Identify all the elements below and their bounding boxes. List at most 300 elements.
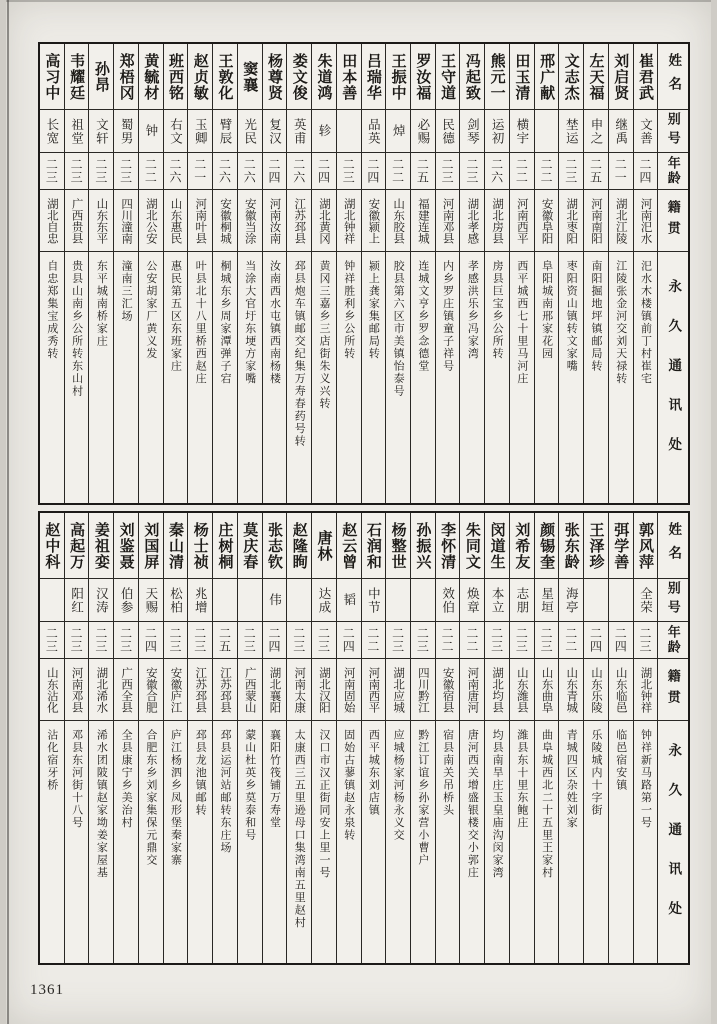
- entry-age: 二三: [634, 622, 658, 659]
- header-age: 年龄: [658, 622, 688, 659]
- directory-entry-column: [164, 513, 189, 963]
- directory-entry-column: [164, 44, 189, 503]
- entry-alias: 复汉: [263, 110, 287, 153]
- entry-native-place: 山东临邑: [609, 659, 633, 721]
- entry-name: 娄文俊: [287, 44, 311, 110]
- entry-age: 二五: [213, 622, 237, 659]
- entry-native-place: 湖北房县: [485, 190, 509, 252]
- entry-age: 二五: [584, 153, 608, 190]
- entry-native-place: 湖北钟祥: [634, 659, 658, 721]
- entry-alias: 汉涛: [89, 579, 113, 622]
- entry-address: 内乡罗庄镇童子祥号: [441, 260, 454, 373]
- entry-name: 王振中: [386, 44, 410, 110]
- entry-address: 孝感洪乐乡冯家湾: [466, 260, 479, 360]
- entry-alias: [287, 579, 311, 622]
- entry-name: 文志杰: [559, 44, 583, 110]
- entry-native-place: 湖北孝感: [460, 190, 484, 252]
- entry-age: 二四: [609, 622, 633, 659]
- entry-native-place: 湖北公安: [139, 190, 163, 252]
- entry-name: 张志钦: [263, 513, 287, 579]
- directory-entry-column: [139, 513, 164, 963]
- scan-edge-top: [6, 0, 711, 2]
- entry-native-place: 湖北均县: [485, 659, 509, 721]
- entry-name: 王泽珍: [584, 513, 608, 579]
- entry-age: 二三: [559, 153, 583, 190]
- entry-name: 弭学善: [609, 513, 633, 579]
- entry-address: 东平城南桥家庄: [95, 260, 108, 348]
- directory-table-upper: [38, 42, 690, 505]
- entry-alias: 星垣: [535, 579, 559, 622]
- entry-name: 杨尊贤: [263, 44, 287, 110]
- entry-name: 高习中: [40, 44, 64, 110]
- entry-name: 熊元一: [485, 44, 509, 110]
- entry-alias: [386, 579, 410, 622]
- header-age: 年龄: [658, 153, 688, 190]
- entry-native-place: 山东潍县: [510, 659, 534, 721]
- entry-address: 沾化宿牙桥: [45, 729, 58, 792]
- entry-age: 二三: [114, 622, 138, 659]
- entry-address: 黄冈三嘉乡三店街朱义兴转: [317, 260, 330, 410]
- entry-native-place: 福建连城: [411, 190, 435, 252]
- entry-name: 颜锡奎: [535, 513, 559, 579]
- entry-address: 襄阳竹筏铺万寿堂: [268, 729, 281, 829]
- entry-alias: 海亭: [559, 579, 583, 622]
- entry-alias: 本立: [485, 579, 509, 622]
- entry-age: 二三: [89, 622, 113, 659]
- directory-entry-column: [535, 513, 560, 963]
- entry-alias: [535, 110, 559, 153]
- entry-alias: 右文: [164, 110, 188, 153]
- entry-name: 赵中科: [40, 513, 64, 579]
- entry-name: 冯起致: [460, 44, 484, 110]
- directory-entry-column: [238, 513, 263, 963]
- directory-entry-column: [337, 44, 362, 503]
- entry-native-place: 安徽当涂: [238, 190, 262, 252]
- directory-entry-column: [263, 513, 288, 963]
- entry-alias: 中节: [362, 579, 386, 622]
- entry-alias: 蜀男: [114, 110, 138, 153]
- entry-native-place: 广西贵县: [65, 190, 89, 252]
- entry-age: 二六: [485, 153, 509, 190]
- entry-native-place: 安徽宿县: [436, 659, 460, 721]
- directory-entry-column: [65, 513, 90, 963]
- entry-native-place: 广西全县: [114, 659, 138, 721]
- directory-entry-column: [634, 513, 659, 963]
- directory-entry-column: [287, 44, 312, 503]
- directory-entry-column: [40, 513, 65, 963]
- entry-address: 胶县第六区市美镇怡泰号: [392, 260, 405, 398]
- entry-age: 二四: [362, 153, 386, 190]
- entry-age: 二二: [510, 153, 534, 190]
- entry-address: 叶县北十八里桥西赵庄: [194, 260, 207, 385]
- entry-native-place: 山东沾化: [40, 659, 64, 721]
- entry-name: 崔君武: [634, 44, 658, 110]
- entry-name: 莫庆春: [238, 513, 262, 579]
- entry-age: 二三: [436, 153, 460, 190]
- entry-native-place: 湖北枣阳: [559, 190, 583, 252]
- entry-age: 二二: [362, 622, 386, 659]
- entry-age: 二三: [40, 153, 64, 190]
- entry-name: 王守道: [436, 44, 460, 110]
- entry-alias: [584, 579, 608, 622]
- header-name: 姓名: [658, 44, 688, 110]
- entry-native-place: 河南邓县: [436, 190, 460, 252]
- entry-name: 王敦化: [213, 44, 237, 110]
- entry-age: 二二: [559, 622, 583, 659]
- entry-age: 二三: [188, 622, 212, 659]
- entry-name: 朱道鸿: [312, 44, 336, 110]
- entry-name: 孙昂: [89, 44, 113, 110]
- entry-alias: 继禹: [609, 110, 633, 153]
- entry-native-place: 河南唐河: [460, 659, 484, 721]
- entry-age: 二四: [263, 153, 287, 190]
- entry-native-place: 山东乐陵: [584, 659, 608, 721]
- entry-native-place: 河南固始: [337, 659, 361, 721]
- entry-name: 韦耀廷: [65, 44, 89, 110]
- entry-age: 二三: [114, 153, 138, 190]
- entry-address: 自忠郑集宝成秀转: [45, 260, 58, 360]
- entry-native-place: 湖北襄阳: [263, 659, 287, 721]
- directory-entry-column: [312, 513, 337, 963]
- entry-name: 闵道生: [485, 513, 509, 579]
- entry-alias: 祖堂: [65, 110, 89, 153]
- entry-address: 连城文亨乡罗念德堂: [416, 260, 429, 373]
- entry-alias: 剑琴: [460, 110, 484, 153]
- directory-entry-column: [460, 513, 485, 963]
- directory-entry-column: [114, 44, 139, 503]
- entry-address: 贵县山南乡公所转东山村: [70, 260, 83, 398]
- directory-entry-column: [213, 44, 238, 503]
- entry-age: 二二: [535, 153, 559, 190]
- entry-address: 阜阳城南邢家花园: [540, 260, 553, 360]
- directory-entry-column: [584, 44, 609, 503]
- entry-alias: 品英: [362, 110, 386, 153]
- entry-address: 江陵张金河交刘天禄转: [614, 260, 627, 385]
- header-native-place: 籍贯: [658, 190, 688, 252]
- entry-alias: 兆增: [188, 579, 212, 622]
- entry-name: 田本善: [337, 44, 361, 110]
- entry-alias: 横宇: [510, 110, 534, 153]
- directory-entry-column: [89, 513, 114, 963]
- entry-alias: 焕章: [460, 579, 484, 622]
- directory-entry-column: [460, 44, 485, 503]
- entry-age: 二三: [485, 622, 509, 659]
- entry-name: 刘启贤: [609, 44, 633, 110]
- entry-age: 二三: [40, 622, 64, 659]
- entry-alias: 文轩: [89, 110, 113, 153]
- entry-native-place: 河南西平: [510, 190, 534, 252]
- entry-native-place: 安徽颍上: [362, 190, 386, 252]
- entry-address: 潼南三汇场: [120, 260, 133, 323]
- entry-name: 郑梧冈: [114, 44, 138, 110]
- entry-age: 二六: [213, 153, 237, 190]
- entry-native-place: 山东惠民: [164, 190, 188, 252]
- entry-native-place: 山东青城: [559, 659, 583, 721]
- directory-entry-column: [535, 44, 560, 503]
- entry-native-place: 安徽庐江: [164, 659, 188, 721]
- directory-entry-column: [263, 44, 288, 503]
- entry-native-place: 江苏邳县: [213, 659, 237, 721]
- entry-native-place: 河南汜水: [634, 190, 658, 252]
- entry-address: 邳县炮车镇邮交纪集万寿春药号转: [293, 260, 306, 448]
- entry-age: 二三: [460, 153, 484, 190]
- entry-native-place: 河南邓县: [65, 659, 89, 721]
- entry-address: 宿县南关吊桥头: [441, 729, 454, 817]
- entry-address: 房县巨宝乡公所转: [491, 260, 504, 360]
- entry-native-place: 湖北黄冈: [312, 190, 336, 252]
- entry-name: 左天福: [584, 44, 608, 110]
- entry-age: 二五: [411, 153, 435, 190]
- directory-entry-column: [89, 44, 114, 503]
- header-name: 姓名: [658, 513, 688, 579]
- entry-address: 西平城东刘店镇: [367, 729, 380, 817]
- entry-alias: 英甫: [287, 110, 311, 153]
- directory-entry-column: [634, 44, 659, 503]
- directory-entry-column: [559, 44, 584, 503]
- entry-age: 二四: [312, 153, 336, 190]
- entry-alias: 臂辰: [213, 110, 237, 153]
- entry-age: 二三: [65, 622, 89, 659]
- directory-entry-column: [65, 44, 90, 503]
- entry-alias: 光民: [238, 110, 262, 153]
- entry-native-place: 河南西平: [362, 659, 386, 721]
- entry-name: 赵隆眴: [287, 513, 311, 579]
- entry-native-place: 湖北汉阳: [312, 659, 336, 721]
- entry-name: 赵云曾: [337, 513, 361, 579]
- entry-address: 枣阳资山镇转文家嘴: [565, 260, 578, 373]
- entry-name: 姜祖娈: [89, 513, 113, 579]
- entry-alias: 文善: [634, 110, 658, 153]
- entry-address: 钟祥新马路第一号: [639, 729, 652, 829]
- entry-native-place: 山东东平: [89, 190, 113, 252]
- entry-native-place: 山东胶县: [386, 190, 410, 252]
- header-native-place: 籍贯: [658, 659, 688, 721]
- entry-address: 青城四区杂姓刘家: [565, 729, 578, 829]
- directory-entry-column: [436, 44, 461, 503]
- entry-age: 二三: [89, 153, 113, 190]
- entry-name: 郭风萍: [634, 513, 658, 579]
- directory-entry-column: [510, 513, 535, 963]
- entry-name: 石润和: [362, 513, 386, 579]
- entry-address: 应城杨家河杨永义交: [392, 729, 405, 842]
- entry-name: 田玉清: [510, 44, 534, 110]
- entry-name: 邢广献: [535, 44, 559, 110]
- entry-native-place: 湖北江陵: [609, 190, 633, 252]
- entry-native-place: 湖北应城: [386, 659, 410, 721]
- entry-address: 南阳掘地坪镇邮局转: [590, 260, 603, 373]
- entry-address: 唐河西关增盛银楼交小郭庄: [466, 729, 479, 879]
- entry-address: 合肥东乡刘家集保元鼎交: [144, 729, 157, 867]
- entry-address: 蒙山杜英乡莫泰和号: [243, 729, 256, 842]
- entry-address: 西平城西七十里马河庄: [515, 260, 528, 385]
- entry-age: 二三: [287, 622, 311, 659]
- directory-entry-column: [238, 44, 263, 503]
- page-number: 1361: [30, 982, 64, 998]
- entry-age: 二六: [238, 153, 262, 190]
- entry-alias: 效伯: [436, 579, 460, 622]
- entry-alias: 阳红: [65, 579, 89, 622]
- entry-age: 二二: [460, 622, 484, 659]
- entry-address: 汜水木楼镇前丁村崔宅: [639, 260, 652, 385]
- entry-alias: 轸: [312, 110, 336, 153]
- entry-alias: 伟: [263, 579, 287, 622]
- entry-alias: 志朋: [510, 579, 534, 622]
- entry-name: 秦山清: [164, 513, 188, 579]
- entry-address: 桐城东乡周家潭弹子宕: [219, 260, 232, 385]
- directory-entry-column: [584, 513, 609, 963]
- entry-age: 二三: [65, 153, 89, 190]
- entry-alias: 韬: [337, 579, 361, 622]
- entry-address: 黔江订谊乡孙家营小曹户: [416, 729, 429, 867]
- entry-name: 唐林: [312, 513, 336, 579]
- entry-alias: [609, 579, 633, 622]
- directory-entry-column: [40, 44, 65, 503]
- entry-address: 庐江杨泗乡凤形堡秦家寨: [169, 729, 182, 867]
- directory-entry-column: [609, 513, 634, 963]
- entry-address: 钟祥胜利乡公所转: [342, 260, 355, 360]
- entry-alias: 民德: [436, 110, 460, 153]
- entry-address: 汝南西水屯镇西南杨楼: [268, 260, 281, 385]
- directory-entry-column: [312, 44, 337, 503]
- entry-age: 二一: [609, 153, 633, 190]
- directory-entry-column: [436, 513, 461, 963]
- entry-alias: [337, 110, 361, 153]
- entry-alias: 运初: [485, 110, 509, 153]
- directory-entry-column: [510, 44, 535, 503]
- entry-age: 二三: [164, 622, 188, 659]
- entry-name: 高起万: [65, 513, 89, 579]
- entry-age: 二二: [436, 622, 460, 659]
- entry-alias: 天赐: [139, 579, 163, 622]
- entry-alias: [40, 579, 64, 622]
- entry-alias: 达成: [312, 579, 336, 622]
- entry-alias: [411, 579, 435, 622]
- directory-entry-column: [114, 513, 139, 963]
- entry-native-place: 河南叶县: [188, 190, 212, 252]
- entry-name: 赵贞敏: [188, 44, 212, 110]
- directory-entry-column: [287, 513, 312, 963]
- entry-name: 刘鉴聂: [114, 513, 138, 579]
- entry-native-place: 湖北自忠: [40, 190, 64, 252]
- entry-age: 二三: [337, 153, 361, 190]
- directory-entry-column: [411, 44, 436, 503]
- entry-alias: 申之: [584, 110, 608, 153]
- entry-address: 临邑宿安镇: [614, 729, 627, 792]
- entry-native-place: 安徽阜阳: [535, 190, 559, 252]
- header-address: 永久通讯处: [666, 278, 682, 477]
- entry-address: 惠民第五区东班家庄: [169, 260, 182, 373]
- entry-age: 二三: [238, 622, 262, 659]
- directory-entry-column: [213, 513, 238, 963]
- entry-age: 二三: [510, 622, 534, 659]
- entry-native-place: 安徽合肥: [139, 659, 163, 721]
- entry-address: 汉口市汉正街同安上里一号: [317, 729, 330, 879]
- entry-alias: 焯: [386, 110, 410, 153]
- entry-age: 二四: [263, 622, 287, 659]
- entry-name: 黄毓材: [139, 44, 163, 110]
- directory-entry-column: [362, 44, 387, 503]
- entry-name: 庄树桐: [213, 513, 237, 579]
- entry-name: 刘希友: [510, 513, 534, 579]
- directory-table-lower: [38, 511, 690, 965]
- entry-alias: 全荣: [634, 579, 658, 622]
- entry-address: 均县南旱庄玉皇庙沟闵家湾: [491, 729, 504, 879]
- header-alias: 别号: [658, 110, 688, 153]
- entry-alias: 伯参: [114, 579, 138, 622]
- entry-age: 二四: [337, 622, 361, 659]
- entry-address: 当涂大官圩东埂方家嘴: [243, 260, 256, 385]
- entry-name: 张东龄: [559, 513, 583, 579]
- entry-address: 颍上龚家集邮局转: [367, 260, 380, 360]
- entry-age: 二三: [535, 622, 559, 659]
- entry-alias: [213, 579, 237, 622]
- table-header-column: [658, 44, 688, 503]
- entry-native-place: 湖北钟祥: [337, 190, 361, 252]
- entry-address: 邓县东河街十八号: [70, 729, 83, 829]
- directory-entry-column: [386, 513, 411, 963]
- directory-entry-column: [362, 513, 387, 963]
- entry-name: 刘国屏: [139, 513, 163, 579]
- scan-edge-left: [7, 0, 9, 1024]
- entry-native-place: 广西蒙山: [238, 659, 262, 721]
- entry-name: 杨士祯: [188, 513, 212, 579]
- entry-alias: 必赐: [411, 110, 435, 153]
- entry-age: 二三: [312, 622, 336, 659]
- entry-address: 公安胡家厂黄义发: [144, 260, 157, 360]
- entry-native-place: 河南南阳: [584, 190, 608, 252]
- directory-entry-column: [188, 44, 213, 503]
- entry-name: 孙振兴: [411, 513, 435, 579]
- directory-entry-column: [337, 513, 362, 963]
- entry-address: 全县康宁乡美治村: [120, 729, 133, 829]
- entry-native-place: 四川潼南: [114, 190, 138, 252]
- directory-entry-column: [139, 44, 164, 503]
- directory-entry-column: [386, 44, 411, 503]
- entry-alias: [238, 579, 262, 622]
- entry-alias: 长宽: [40, 110, 64, 153]
- entry-name: 班西铭: [164, 44, 188, 110]
- entry-age: 二四: [584, 622, 608, 659]
- entry-age: 二三: [411, 622, 435, 659]
- entry-native-place: 四川黔江: [411, 659, 435, 721]
- directory-entry-column: [609, 44, 634, 503]
- entry-native-place: 河南太康: [287, 659, 311, 721]
- entry-alias: 玉卿: [188, 110, 212, 153]
- directory-entry-column: [411, 513, 436, 963]
- entry-native-place: 山东曲阜: [535, 659, 559, 721]
- entry-native-place: 江苏邳县: [287, 190, 311, 252]
- entry-alias: 埜运: [559, 110, 583, 153]
- entry-address: 邳县运河站邮转东庄场: [219, 729, 232, 854]
- entry-name: 朱同文: [460, 513, 484, 579]
- entry-alias: 钟: [139, 110, 163, 153]
- entry-name: 杨整世: [386, 513, 410, 579]
- entry-name: 吕瑞华: [362, 44, 386, 110]
- entry-address: 乐陵城内十字街: [590, 729, 603, 817]
- entry-alias: 松柏: [164, 579, 188, 622]
- entry-name: 窦襄: [238, 44, 262, 110]
- header-alias: 别号: [658, 579, 688, 622]
- entry-age: 二二: [386, 153, 410, 190]
- entry-age: 二六: [287, 153, 311, 190]
- entry-address: 曲阜城西北二十五里王家村: [540, 729, 553, 879]
- entry-native-place: 江苏邳县: [188, 659, 212, 721]
- entry-address: 浠水团陂镇赵家坳姜家屋基: [95, 729, 108, 879]
- entry-address: 潍县东十里东鲍庄: [515, 729, 528, 829]
- entry-age: 二六: [164, 153, 188, 190]
- entry-native-place: 河南汝南: [263, 190, 287, 252]
- table-header-column: [658, 513, 688, 963]
